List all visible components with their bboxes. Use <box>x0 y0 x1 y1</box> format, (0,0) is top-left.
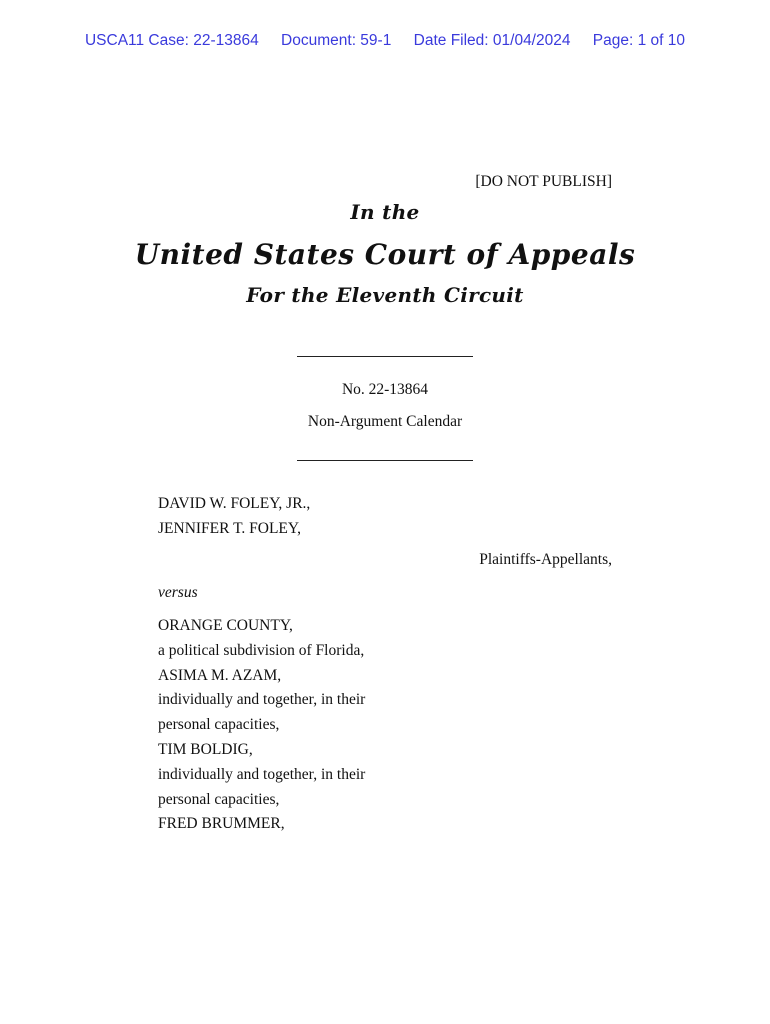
defendant-line: ORANGE COUNTY, <box>158 617 293 634</box>
defendant-line: individually and together, in their <box>158 691 366 709</box>
defendant-line: individually and together, in their <box>158 765 366 783</box>
court-heading-in-the: In the <box>350 200 420 224</box>
defendant-line: ASIMA M. AZAM, <box>158 666 282 684</box>
header-case-number: USCA11 Case: 22-13864 <box>84 32 259 49</box>
defendant-line: a political subdivision of Florida, <box>158 641 365 659</box>
header-page-count: Page: 1 of 10 <box>592 32 686 49</box>
defendant-line: personal capacities, <box>158 790 280 808</box>
plaintiff-name: DAVID W. FOLEY, JR., <box>158 495 311 512</box>
plaintiff-name: JENNIFER T. FOLEY, <box>158 519 301 537</box>
defendants-list <box>158 614 365 837</box>
case-number: No. 22-13864 <box>341 381 429 398</box>
defendant-line: TIM BOLDIG, <box>158 740 253 758</box>
calendar-type: Non-Argument Calendar <box>307 413 463 430</box>
header-date-filed: Date Filed: 01/04/2024 <box>413 32 571 49</box>
divider-bottom <box>297 460 473 461</box>
publish-status: [DO NOT PUBLISH] <box>475 173 612 190</box>
header-document-number: Document: 59-1 <box>281 32 392 49</box>
plaintiffs-list <box>158 492 310 542</box>
divider-top <box>297 356 473 357</box>
plaintiffs-role: Plaintiffs-Appellants, <box>479 551 612 568</box>
court-heading-name: United States Court of Appeals <box>134 238 636 271</box>
filing-header-stamp <box>0 32 770 50</box>
versus-label: versus <box>158 584 198 601</box>
court-heading-circuit: For the Eleventh Circuit <box>246 283 524 307</box>
defendant-line: personal capacities, <box>158 716 280 734</box>
defendant-line: FRED BRUMMER, <box>158 815 285 833</box>
